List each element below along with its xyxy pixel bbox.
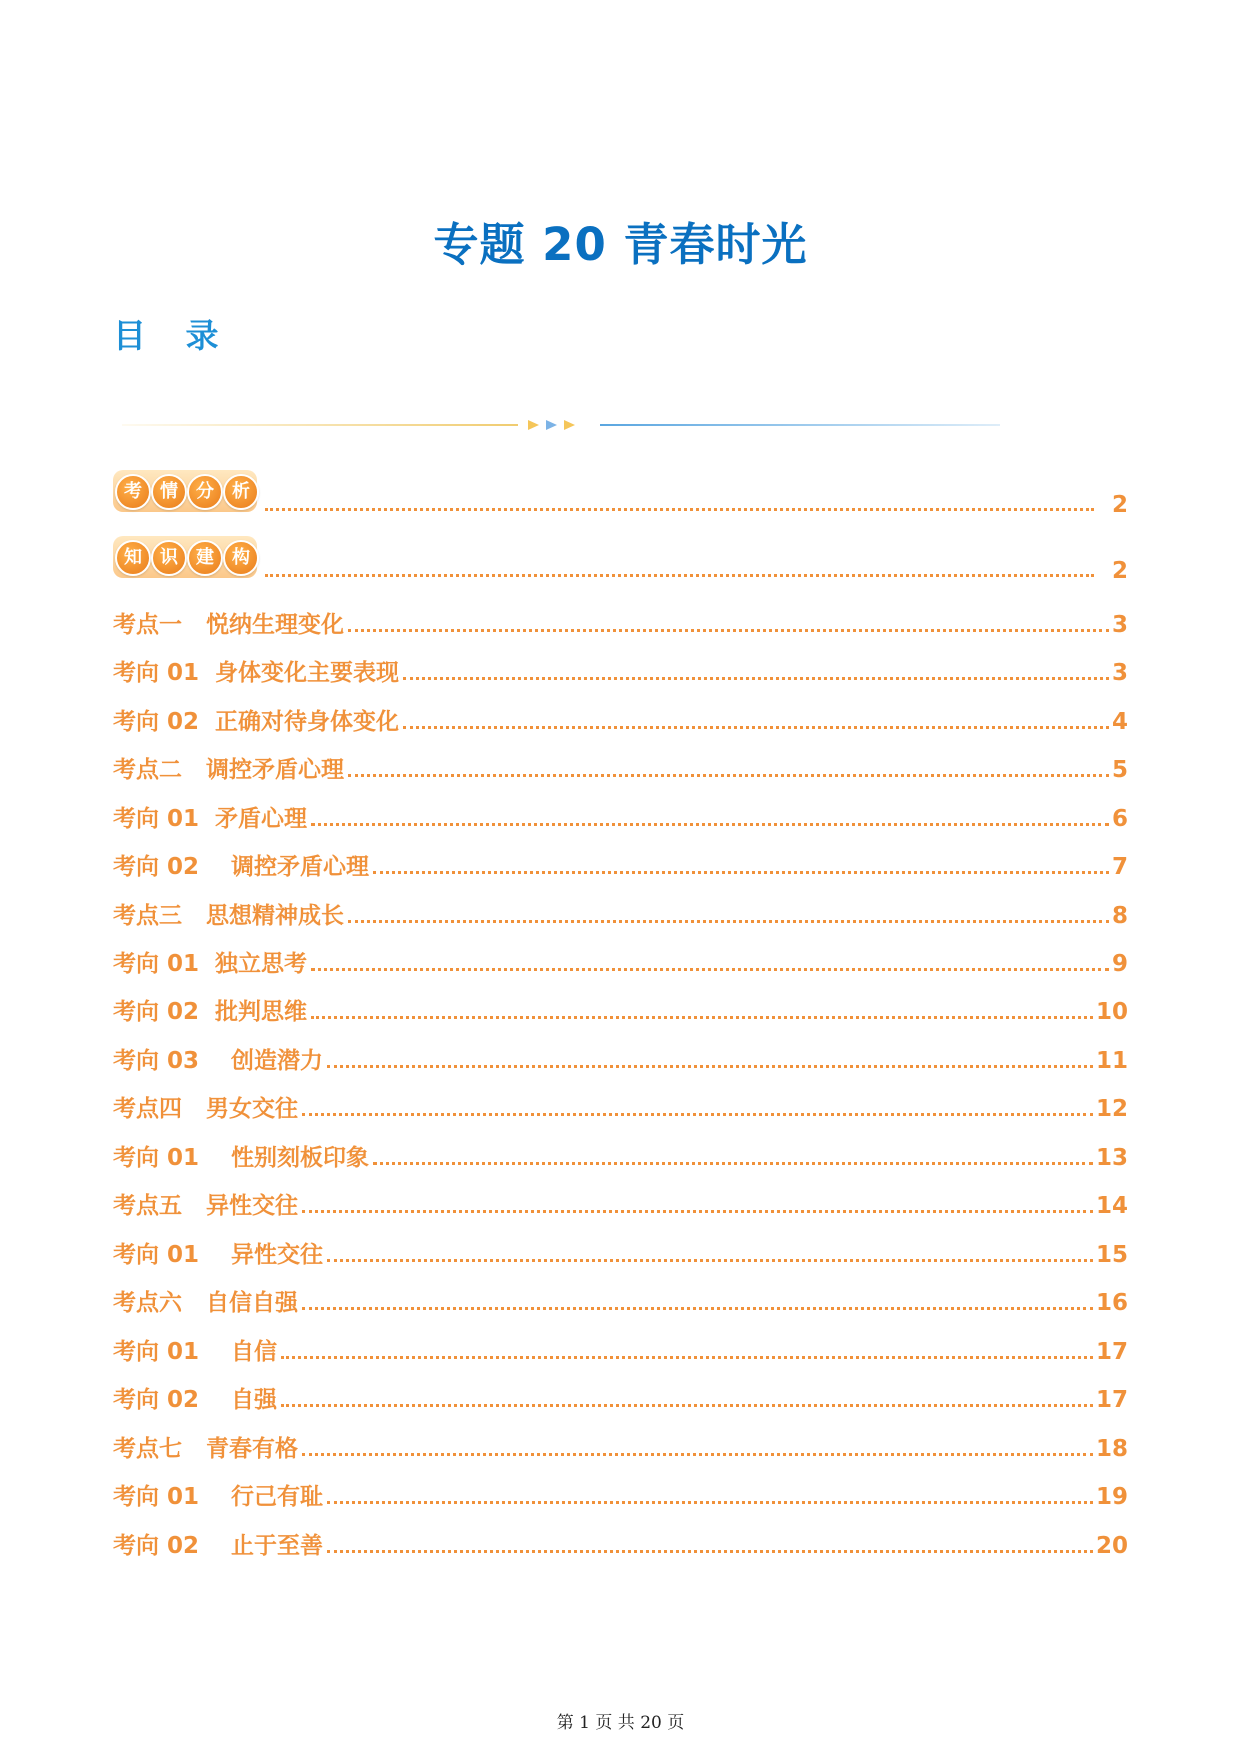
entry-label: 考向 01 行己有耻 <box>113 1484 324 1510</box>
dot-leader <box>265 508 1094 511</box>
dot-leader <box>348 919 1109 923</box>
toc-entry[interactable] <box>113 606 1128 640</box>
page-number: 3 <box>1111 612 1128 638</box>
entry-label: 考向 02 正确对待身体变化 <box>113 709 400 735</box>
page-number: 5 <box>1111 757 1128 783</box>
toc-entry[interactable] <box>113 1236 1128 1270</box>
toc-entry[interactable] <box>113 703 1128 737</box>
page-footer: 第 1 页 共 20 页 <box>556 1713 685 1733</box>
page-number: 17 <box>1095 1387 1128 1413</box>
dot-leader <box>403 676 1109 680</box>
page-number: 11 <box>1095 1048 1128 1074</box>
triple-arrow-icon <box>526 417 586 433</box>
page-number: 18 <box>1095 1436 1128 1462</box>
badge-char: 建 <box>187 540 223 576</box>
badge-char: 知 <box>115 540 151 576</box>
dot-leader <box>327 1500 1093 1504</box>
toc-entry[interactable] <box>113 1187 1128 1221</box>
dot-leader <box>327 1549 1093 1553</box>
dot-leader <box>327 1258 1093 1262</box>
entry-label: 考向 01 身体变化主要表现 <box>113 660 400 686</box>
toc-entry[interactable] <box>113 897 1128 931</box>
page-number: 2 <box>1111 558 1128 584</box>
toc-entry[interactable] <box>113 1284 1128 1318</box>
toc-entry[interactable] <box>113 654 1128 688</box>
toc-entry-kaoqing[interactable] <box>113 470 1128 520</box>
dot-leader <box>281 1403 1093 1407</box>
zhishi-badge <box>113 536 257 578</box>
dot-leader <box>403 725 1109 729</box>
toc-entry[interactable] <box>113 1042 1128 1076</box>
entry-label: 考向 02 止于至善 <box>113 1533 324 1559</box>
dot-leader <box>302 1209 1093 1213</box>
badge-char: 情 <box>151 474 187 510</box>
kaoqing-badge <box>113 470 257 512</box>
toc-entry[interactable] <box>113 848 1128 882</box>
page-number: 17 <box>1095 1339 1128 1365</box>
page-number: 13 <box>1095 1145 1128 1171</box>
page-number: 12 <box>1095 1096 1128 1122</box>
toc-entry[interactable] <box>113 1139 1128 1173</box>
entry-label: 考点三 思想精神成长 <box>113 903 345 929</box>
badge-char: 构 <box>223 540 259 576</box>
page-number: 20 <box>1095 1533 1128 1559</box>
page-number: 9 <box>1111 951 1128 977</box>
dot-leader <box>265 574 1094 577</box>
dot-leader <box>311 967 1109 971</box>
entry-label: 考点七 青春有格 <box>113 1436 299 1462</box>
toc-entry-zhishi[interactable] <box>113 536 1128 586</box>
entry-label: 考向 01 异性交往 <box>113 1242 324 1268</box>
entry-label: 考点四 男女交往 <box>113 1096 299 1122</box>
dot-leader <box>373 1161 1093 1165</box>
page-number: 16 <box>1095 1290 1128 1316</box>
dot-leader <box>302 1112 1093 1116</box>
page-number: 14 <box>1095 1193 1128 1219</box>
page-number: 3 <box>1111 660 1128 686</box>
badge-char: 分 <box>187 474 223 510</box>
entry-label: 考点五 异性交往 <box>113 1193 299 1219</box>
page-number: 4 <box>1111 709 1128 735</box>
toc-entry[interactable] <box>113 800 1128 834</box>
entry-label: 考向 01 自信 <box>113 1339 278 1365</box>
entry-label: 考向 01 独立思考 <box>113 951 308 977</box>
toc-entry[interactable] <box>113 1090 1128 1124</box>
page-number: 8 <box>1111 903 1128 929</box>
entry-label: 考向 01 性别刻板印象 <box>113 1145 370 1171</box>
page-number: 10 <box>1095 999 1128 1025</box>
entry-label: 考向 02 批判思维 <box>113 999 308 1025</box>
toc-entry[interactable] <box>113 1333 1128 1367</box>
toc-entry[interactable] <box>113 945 1128 979</box>
page-number: 2 <box>1111 492 1128 518</box>
dot-leader <box>348 628 1109 632</box>
dot-leader <box>327 1064 1093 1068</box>
dot-leader <box>281 1355 1093 1359</box>
decorative-divider <box>122 415 1002 435</box>
page-number: 15 <box>1095 1242 1128 1268</box>
toc-entry[interactable] <box>113 993 1128 1027</box>
divider-line-left <box>122 424 518 426</box>
dot-leader <box>373 870 1109 874</box>
page-number: 7 <box>1111 854 1128 880</box>
toc-entry[interactable] <box>113 1430 1128 1464</box>
page-number: 6 <box>1111 806 1128 832</box>
toc-entry[interactable] <box>113 1478 1128 1512</box>
entry-label: 考向 02 自强 <box>113 1387 278 1413</box>
page-number: 19 <box>1095 1484 1128 1510</box>
entry-label: 考向 02 调控矛盾心理 <box>113 854 370 880</box>
toc-heading: 目 录 <box>113 316 233 355</box>
toc-entry[interactable] <box>113 1381 1128 1415</box>
dot-leader <box>302 1452 1093 1456</box>
toc-entry[interactable] <box>113 751 1128 785</box>
dot-leader <box>348 773 1109 777</box>
badge-char: 考 <box>115 474 151 510</box>
entry-label: 考点六 自信自强 <box>113 1290 299 1316</box>
dot-leader <box>302 1306 1093 1310</box>
dot-leader <box>311 1015 1093 1019</box>
badge-char: 析 <box>223 474 259 510</box>
entry-label: 考点二 调控矛盾心理 <box>113 757 345 783</box>
document-title: 专题 20 青春时光 <box>433 218 808 271</box>
badge-char: 识 <box>151 540 187 576</box>
toc-entry[interactable] <box>113 1527 1128 1561</box>
entry-label: 考点一 悦纳生理变化 <box>113 612 345 638</box>
divider-line-right <box>600 424 1000 426</box>
dot-leader <box>311 822 1109 826</box>
entry-label: 考向 03 创造潜力 <box>113 1048 324 1074</box>
entry-label: 考向 01 矛盾心理 <box>113 806 308 832</box>
